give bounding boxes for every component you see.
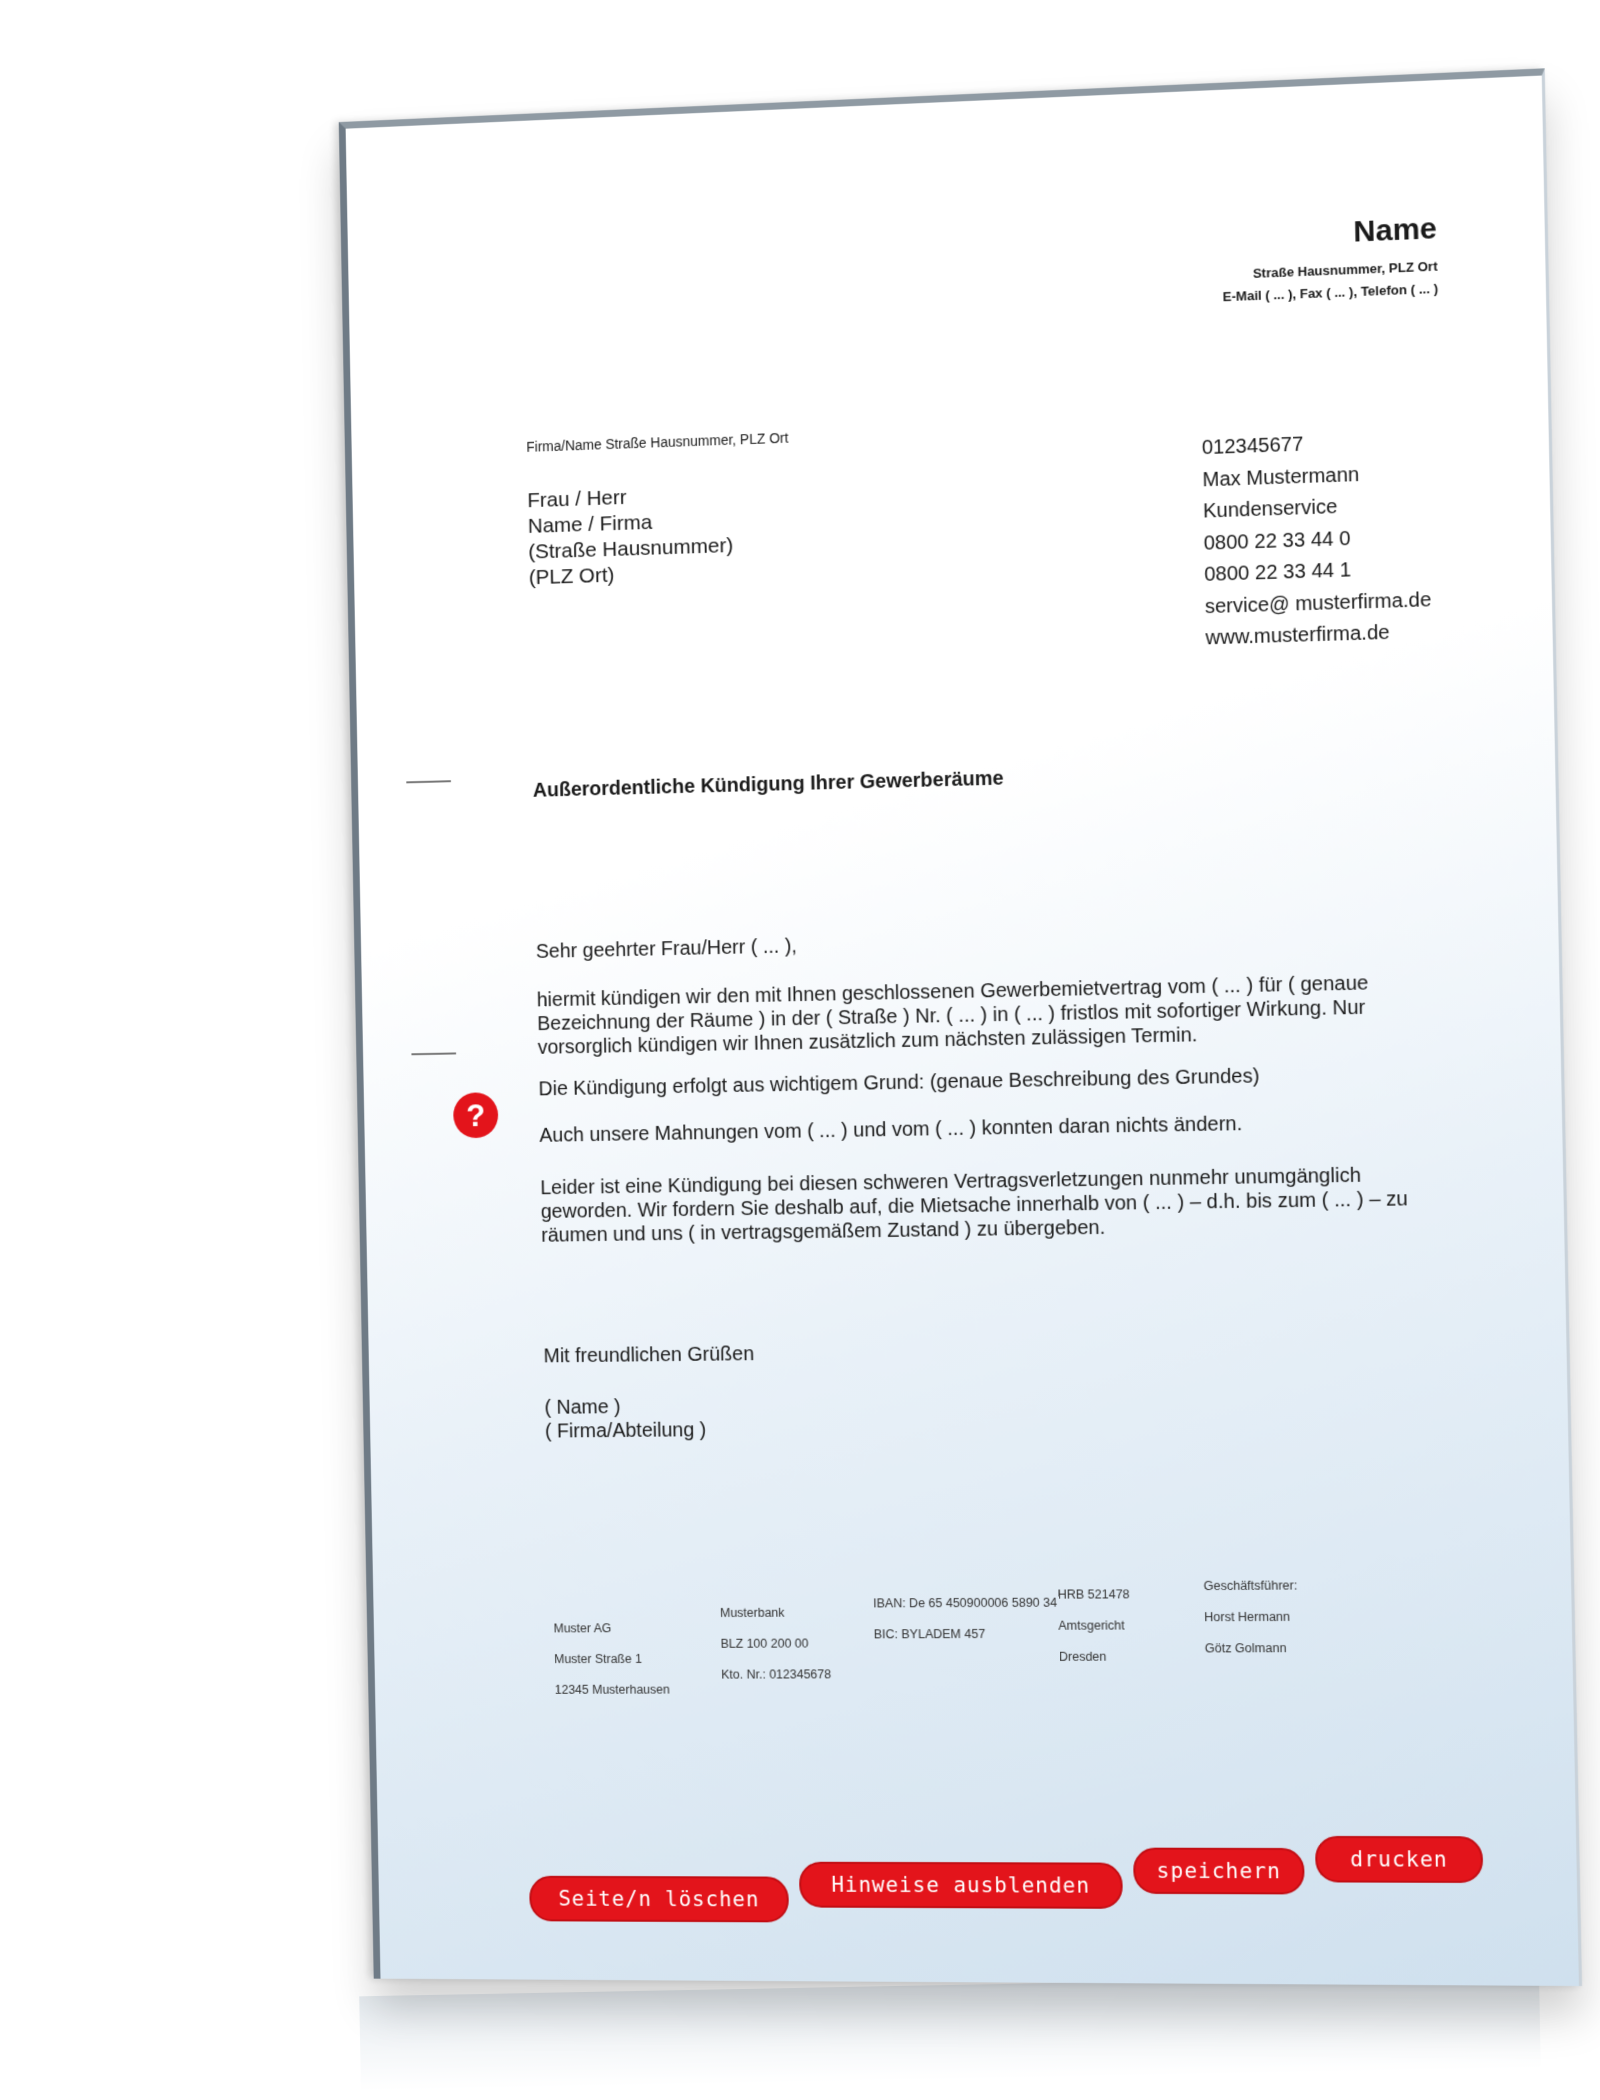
recipient-address <box>527 481 734 591</box>
letter-signature <box>544 1387 1424 1443</box>
footer-line: Musterbank <box>719 1605 785 1620</box>
letter-subject: Außerordentliche Kündigung Ihrer Gewerberäume <box>532 767 1004 802</box>
footer-line: Götz Golmann <box>1204 1641 1287 1656</box>
footer-line: Kto. Nr.: 012345678 <box>721 1667 832 1682</box>
info-fax: 0800 22 33 44 1 <box>1204 559 1352 586</box>
letter-paragraph: Die Kündigung erfolgt aus wichtigem Grund: (genaue Beschreibung des Grundes) <box>538 1065 1260 1101</box>
letter-paragraph: hiermit kündigen wir den mit Ihnen geschlossenen Gewerbemietvertrag vom ( ... ) für ( genaue Bezeichnung der Räume ) in der ( Straße ) Nr. ( ... ) in ( ... ) fristlos mit sofortiger Wirkung. Nur vorsorglich kündigen wir Ihnen zusätzlich zum nächsten zulässigen Termin. <box>536 972 1369 1059</box>
footer-register <box>1057 1579 1131 1673</box>
letter-page <box>339 68 1582 1986</box>
info-block <box>1202 425 1433 655</box>
footer-line: BLZ 100 200 00 <box>720 1636 809 1651</box>
info-department: Kundenservice <box>1202 495 1338 523</box>
recipient-line: (PLZ Ort) <box>528 563 615 590</box>
footer-line: Horst Hermann <box>1204 1609 1291 1625</box>
footer-company <box>553 1613 670 1705</box>
signature-name: ( Name ) <box>544 1396 621 1419</box>
footer-line: HRB 521478 <box>1057 1587 1130 1602</box>
footer-bank <box>720 1598 832 1691</box>
footer-line: Geschäftsführer: <box>1203 1578 1298 1594</box>
sender-address: Straße Hausnummer, PLZ Ort <box>1252 258 1438 281</box>
print-button[interactable]: drucken <box>1315 1836 1483 1883</box>
footer-iban <box>873 1588 1058 1651</box>
footer-management <box>1203 1570 1298 1664</box>
letter-paragraph: Leider ist eine Kündigung bei diesen schweren Vertragsverletzungen nunmehr unumgänglich geworden. Wir fordern Sie deshalb auf, die Mietsache innerhalb von ( ... ) – d.h. bis zum ( ... ) – zu räumen und uns ( in vertragsgemäßem Zustand ) zu übergeben. <box>540 1164 1409 1247</box>
fold-mark <box>411 1052 456 1055</box>
signature-department: ( Firma/Abteilung ) <box>544 1419 707 1443</box>
letter-salutation: Sehr geehrter Frau/Herr ( ... ), <box>535 935 798 963</box>
recipient-line: Name / Firma <box>527 510 653 538</box>
info-website: www.musterfirma.de <box>1205 621 1390 650</box>
recipient-line: Frau / Herr <box>527 486 627 513</box>
footer-line: BIC: BYLADEM 457 <box>873 1626 986 1642</box>
sender-contact: E-Mail ( ... ), Fax ( ... ), Telefon ( ... ) <box>1222 280 1439 305</box>
delete-pages-button[interactable]: Seite/n löschen <box>529 1876 789 1923</box>
letter-paragraph: Auch unsere Mahnungen vom ( ... ) und vom ( ... ) konnten daran nichts ändern. <box>539 1113 1243 1147</box>
info-email: service@ musterfirma.de <box>1204 588 1432 618</box>
help-hint-icon[interactable]: ? <box>453 1092 499 1138</box>
return-address: Firma/Name Straße Hausnummer, PLZ Ort <box>526 429 789 455</box>
fold-mark <box>406 780 451 783</box>
recipient-line: (Straße Hausnummer) <box>528 534 734 564</box>
footer-line: Amtsgericht <box>1058 1618 1125 1633</box>
save-button[interactable]: speichern <box>1133 1848 1305 1895</box>
sender-name: Name <box>1353 211 1438 249</box>
footer-line: Muster Straße 1 <box>554 1651 643 1667</box>
footer-line: 12345 Musterhausen <box>554 1682 670 1697</box>
info-contact-person: Max Mustermann <box>1202 463 1360 491</box>
footer-line: Dresden <box>1058 1649 1107 1664</box>
info-reference: 012345677 <box>1201 433 1304 460</box>
footer-line: IBAN: De 65 450900006 5890 34 <box>873 1595 1058 1611</box>
page-reflection <box>359 1974 1541 2092</box>
hide-hints-button[interactable]: Hinweise ausblenden <box>799 1862 1123 1909</box>
letter-closing: Mit freundlichen Grüßen <box>543 1343 755 1368</box>
info-phone: 0800 22 33 44 0 <box>1203 527 1351 555</box>
footer-line: Muster AG <box>553 1621 612 1636</box>
